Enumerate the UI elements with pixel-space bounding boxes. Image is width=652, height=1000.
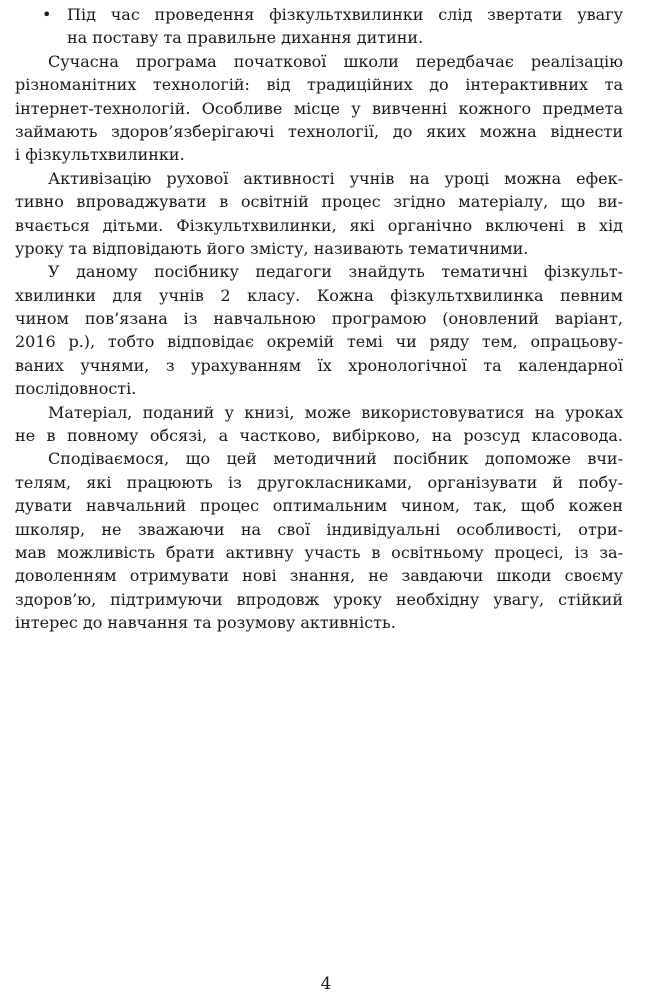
bullet-icon: • <box>42 5 52 24</box>
paragraph-3 <box>15 260 623 400</box>
text-line: здоров’ю, підтримуючи впродовж уроку необхідну увагу, стійкий <box>15 589 623 609</box>
text-line: на поставу та правильне дихання дитини. <box>67 28 424 48</box>
text-line: чином пов’язана із навчальною програмою (оновлений варіант, <box>15 309 623 329</box>
text-line: мав можливість брати активну участь в освітньому процесі, із за- <box>15 542 623 562</box>
text-line: різноманітних технологій: від традиційних до інтерактивних та <box>15 75 623 95</box>
text-line: послідовності. <box>15 379 137 399</box>
document-page <box>15 3 623 635</box>
text-line: Під час проведення фізкультхвилинки слід звертати увагу <box>67 5 623 24</box>
text-line: Сподіваємося, що цей методичний посібник допоможе вчи- <box>48 449 623 469</box>
paragraph-4 <box>15 401 623 448</box>
text-line: телям, які працюють із другокласниками, організувати й побу- <box>15 472 623 492</box>
paragraph-5 <box>15 447 623 634</box>
text-line: Активізацію рухової активності учнів на уроці можна ефек- <box>48 168 623 188</box>
text-line: вчається дітьми. Фізкультхвилинки, які органічно включені в хід <box>15 215 623 235</box>
text-line: інтернет-технологій. Особливе місце у вивченні кожного предмета <box>15 98 623 118</box>
text-line: займають здоров’язберігаючі технології, до яких можна віднести <box>15 121 623 141</box>
text-line: школяр, не зважаючи на свої індивідуальні особливості, отри- <box>15 519 623 539</box>
text-line: уроку та відповідають його змісту, називають тематичними. <box>15 238 529 258</box>
text-line: дувати навчальний процес оптимальним чином, так, щоб кожен <box>15 496 623 516</box>
text-line: хвилинки для учнів 2 класу. Кожна фізкультхвилинка певним <box>15 285 623 305</box>
bullet-item <box>15 3 623 50</box>
text-line: і фізкультхвилинки. <box>15 145 185 165</box>
paragraph-2 <box>15 167 623 261</box>
text-line: Сучасна програма початкової школи передбачає реалізацію <box>48 51 623 71</box>
text-line: не в повному обсязі, а частково, вибірково, на розсуд класовода. <box>15 426 623 446</box>
text-line: Матеріал, поданий у книзі, може використовуватися на уроках <box>48 402 623 422</box>
text-line: ваних учнями, з урахуванням їх хронологічної та календарної <box>15 355 623 375</box>
page-number: 4 <box>320 974 332 994</box>
text-line: У даному посібнику педагоги знайдуть тематичні фізкульт- <box>48 262 623 282</box>
paragraph-1 <box>15 50 623 167</box>
text-line: тивно впроваджувати в освітній процес згідно матеріалу, що ви- <box>15 192 623 212</box>
text-line: 2016 р.), тобто відповідає окремій темі чи ряду тем, опрацьову- <box>15 332 623 352</box>
text-line: інтерес до навчання та розумову активність. <box>15 613 396 633</box>
text-line: доволенням отримувати нові знання, не завдаючи шкоди своєму <box>15 566 623 586</box>
